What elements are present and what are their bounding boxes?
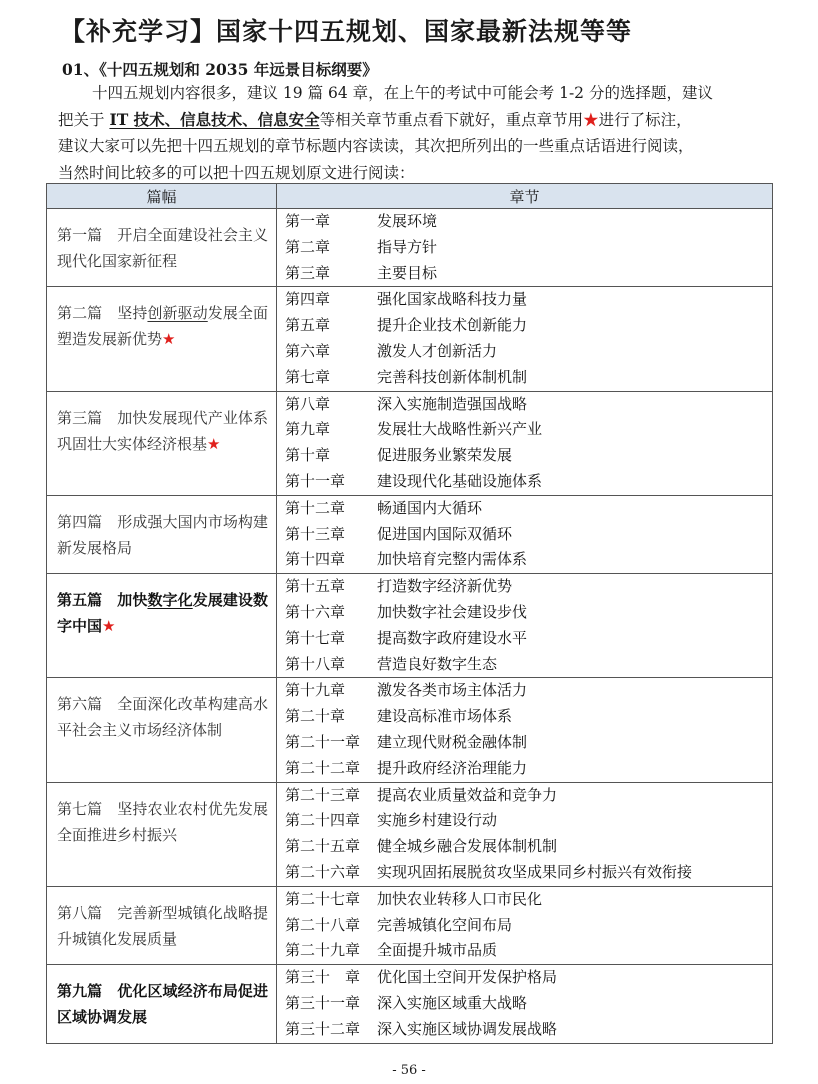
- part-title: 第五篇 加快: [57, 591, 148, 610]
- chapter-item: [285, 339, 772, 365]
- chapters-cell: [277, 965, 773, 1043]
- chapter-title: 提升政府经济治理能力: [377, 758, 528, 777]
- chapter-number: 第十七章: [285, 628, 346, 647]
- part-cell: [47, 287, 277, 391]
- chapter-title: 实施乡村建设行动: [377, 811, 498, 830]
- chapter-item: [285, 522, 772, 548]
- chapter-item: [285, 496, 772, 522]
- part-cell: [47, 965, 277, 1043]
- chapter-title: 主要目标: [377, 263, 438, 282]
- chapter-number: 第八章: [285, 394, 331, 413]
- chapter-title: 加快培育完整内需体系: [377, 550, 528, 569]
- chapters-cell: [277, 209, 773, 287]
- chapter-item: [285, 469, 772, 495]
- chapter-item: [285, 965, 772, 991]
- chapter-item: [285, 261, 772, 287]
- part-title: 第三篇 加快发展现代产业体系巩固壮大实体经济根基: [57, 408, 268, 453]
- chapter-number: 第三十一章: [285, 993, 361, 1012]
- chapter-number: 第二十二章: [285, 758, 361, 777]
- chapter-item: [285, 991, 772, 1017]
- part-title: 第八篇 完善新型城镇化战略提升城镇化发展质量: [57, 903, 268, 948]
- chapter-number: 第六章: [285, 341, 331, 360]
- intro-paragraph: [58, 80, 764, 186]
- chapter-item: [285, 730, 772, 756]
- part-title: 第九篇 优化区域经济布局促进区域协调发展: [57, 982, 268, 1027]
- header-part: 篇幅: [47, 184, 277, 209]
- table-row: [47, 886, 773, 964]
- chapter-item: [285, 704, 772, 730]
- section-heading: 01、《十四五规划和 2035 年远景目标纲要》: [62, 60, 378, 79]
- part-cell: [47, 495, 277, 573]
- chapter-item: [285, 235, 772, 261]
- chapter-number: 第七章: [285, 367, 331, 386]
- part-title: 发展全面塑造发展新优势: [57, 304, 268, 349]
- chapter-title: 加快数字社会建设步伐: [377, 602, 528, 621]
- chapter-item: [285, 860, 772, 886]
- chapter-item: [285, 756, 772, 782]
- chapter-item: [285, 938, 772, 964]
- chapter-item: [285, 392, 772, 418]
- chapter-number: 第十一章: [285, 471, 346, 490]
- chapter-item: [285, 913, 772, 939]
- chapter-number: 第一章: [285, 212, 331, 230]
- chapter-title: 强化国家战略科技力量: [377, 290, 528, 309]
- chapter-title: 提高数字政府建设水平: [377, 628, 528, 647]
- plan-table: [46, 183, 773, 1044]
- chapter-item: [285, 1017, 772, 1043]
- table-row: [47, 965, 773, 1043]
- page-title: 【补充学习】国家十四五规划、国家最新法规等等: [60, 17, 633, 46]
- chapter-number: 第二十一章: [285, 732, 361, 751]
- chapter-item: [285, 443, 772, 469]
- chapter-item: [285, 808, 772, 834]
- table-row: [47, 574, 773, 678]
- chapter-item: [285, 417, 772, 443]
- table-row: [47, 495, 773, 573]
- chapter-item: [285, 313, 772, 339]
- star-icon: ★: [102, 617, 116, 636]
- table-row: [47, 209, 773, 287]
- chapter-title: 提高农业质量效益和竞争力: [377, 785, 558, 804]
- part-title: 第一篇 开启全面建设社会主义现代化国家新征程: [57, 226, 268, 270]
- chapter-title: 深入实施制造强国战略: [377, 394, 528, 413]
- star-icon: ★: [162, 330, 176, 349]
- chapter-item: [285, 574, 772, 600]
- part-cell: [47, 782, 277, 886]
- intro-line-3: 建议大家可以先把十四五规划的章节标题内容读读，其次把所列出的一些重点话语进行阅读，: [58, 137, 694, 155]
- chapter-number: 第四章: [285, 290, 331, 309]
- intro-text: 进行了标注，: [598, 110, 692, 129]
- chapter-item: [285, 783, 772, 809]
- chapter-number: 第十三章: [285, 524, 346, 543]
- chapter-title: 建立现代财税金融体制: [377, 732, 528, 751]
- chapter-item: [285, 678, 772, 704]
- part-title-keyword: 数字化: [147, 591, 193, 610]
- intro-line-2: [58, 107, 764, 134]
- chapter-title: 促进服务业繁荣发展: [377, 446, 513, 465]
- page-number: - 56 -: [392, 1063, 426, 1078]
- chapter-title: 激发人才创新活力: [377, 341, 498, 360]
- chapter-title: 建设现代化基础设施体系: [377, 471, 543, 490]
- chapter-number: 第十章: [285, 446, 331, 465]
- chapter-title: 激发各类市场主体活力: [377, 681, 528, 700]
- chapter-number: 第二章: [285, 237, 331, 256]
- chapter-title: 畅通国内大循环: [377, 498, 483, 517]
- chapter-title: 促进国内国际双循环: [377, 524, 513, 543]
- chapter-title: 完善城镇化空间布局: [377, 915, 513, 934]
- chapter-number: 第三十二章: [285, 1019, 361, 1038]
- table-row: [47, 678, 773, 782]
- chapter-title: 发展环境: [377, 212, 438, 230]
- intro-line-4: 当然时间比较多的可以把十四五规划原文进行阅读：: [58, 163, 415, 182]
- chapter-number: 第二十八章: [285, 915, 361, 934]
- part-title: 第二篇 坚持: [57, 304, 148, 323]
- chapter-title: 打造数字经济新优势: [377, 577, 513, 596]
- chapter-title: 提升企业技术创新能力: [377, 316, 528, 335]
- intro-text: 把关于: [58, 110, 110, 129]
- part-cell: [47, 574, 277, 678]
- chapter-item: [285, 626, 772, 652]
- chapter-number: 第二十五章: [285, 837, 361, 856]
- part-cell: [47, 209, 277, 287]
- chapters-cell: [277, 391, 773, 495]
- chapter-title: 营造良好数字生态: [377, 654, 498, 673]
- chapter-title: 发展壮大战略性新兴产业: [377, 420, 543, 439]
- star-icon: ★: [207, 434, 221, 453]
- chapters-cell: [277, 287, 773, 391]
- intro-line-1: 十四五规划内容很多，建议 19 篇 64 章，在上午的考试中可能会考 1-2 分的选择题，建议: [92, 84, 713, 102]
- chapter-number: 第十四章: [285, 550, 346, 569]
- chapter-number: 第九章: [285, 420, 331, 439]
- header-chapters: 章节: [277, 184, 773, 209]
- chapter-number: 第十九章: [285, 681, 346, 700]
- chapter-number: 第三章: [285, 263, 331, 282]
- chapter-title: 建设高标准市场体系: [377, 707, 513, 726]
- chapter-title: 健全城乡融合发展体制机制: [377, 837, 558, 856]
- part-title: 第四篇 形成强大国内市场构建新发展格局: [57, 512, 268, 557]
- chapter-item: [285, 365, 772, 391]
- chapter-number: 第十六章: [285, 602, 346, 621]
- chapter-number: 第三十 章: [285, 968, 361, 987]
- chapter-number: 第五章: [285, 316, 331, 335]
- chapter-item: [285, 209, 772, 235]
- chapters-cell: [277, 678, 773, 782]
- chapters-cell: [277, 886, 773, 964]
- chapter-item: [285, 887, 772, 913]
- intro-text: 等相关章节重点看下就好，重点章节用: [319, 110, 584, 129]
- chapter-item: [285, 600, 772, 626]
- chapter-title: 完善科技创新体制机制: [377, 367, 528, 386]
- part-title: 发展建设数字中国: [57, 591, 268, 636]
- chapter-title: 加快农业转移人口市民化: [377, 889, 543, 908]
- chapter-number: 第二十三章: [285, 785, 361, 804]
- star-icon: ★: [583, 110, 599, 129]
- chapters-cell: [277, 574, 773, 678]
- chapter-number: 第二十四章: [285, 811, 361, 830]
- chapter-title: 深入实施区域协调发展战略: [377, 1019, 558, 1038]
- chapter-item: [285, 834, 772, 860]
- chapter-item: [285, 547, 772, 573]
- chapter-item: [285, 652, 772, 678]
- chapter-title: 实现巩固拓展脱贫攻坚成果同乡村振兴有效衔接: [377, 862, 693, 881]
- chapters-cell: [277, 495, 773, 573]
- chapter-number: 第二十九章: [285, 941, 361, 960]
- part-cell: [47, 886, 277, 964]
- intro-underlined-topics: IT 技术、信息技术、信息安全: [109, 109, 320, 129]
- chapter-number: 第十五章: [285, 577, 346, 596]
- chapter-title: 优化国土空间开发保护格局: [377, 968, 558, 987]
- chapters-cell: [277, 782, 773, 886]
- chapter-number: 第十二章: [285, 498, 346, 517]
- part-cell: [47, 678, 277, 782]
- table-row: [47, 287, 773, 391]
- part-title: 第七篇 坚持农业农村优先发展全面推进乡村振兴: [57, 799, 268, 844]
- chapter-title: 深入实施区域重大战略: [377, 993, 528, 1012]
- chapter-title: 全面提升城市品质: [377, 941, 498, 960]
- chapter-title: 指导方针: [377, 237, 438, 256]
- table-row: [47, 782, 773, 886]
- part-cell: [47, 391, 277, 495]
- table-row: [47, 391, 773, 495]
- chapter-number: 第十八章: [285, 654, 346, 673]
- chapter-item: [285, 287, 772, 313]
- table-header-row: [47, 184, 773, 209]
- part-title: 第六篇 全面深化改革构建高水平社会主义市场经济体制: [57, 695, 268, 740]
- part-title-keyword: 创新驱动: [147, 304, 208, 323]
- chapter-number: 第二十章: [285, 707, 346, 726]
- chapter-number: 第二十七章: [285, 889, 361, 908]
- chapter-number: 第二十六章: [285, 862, 361, 881]
